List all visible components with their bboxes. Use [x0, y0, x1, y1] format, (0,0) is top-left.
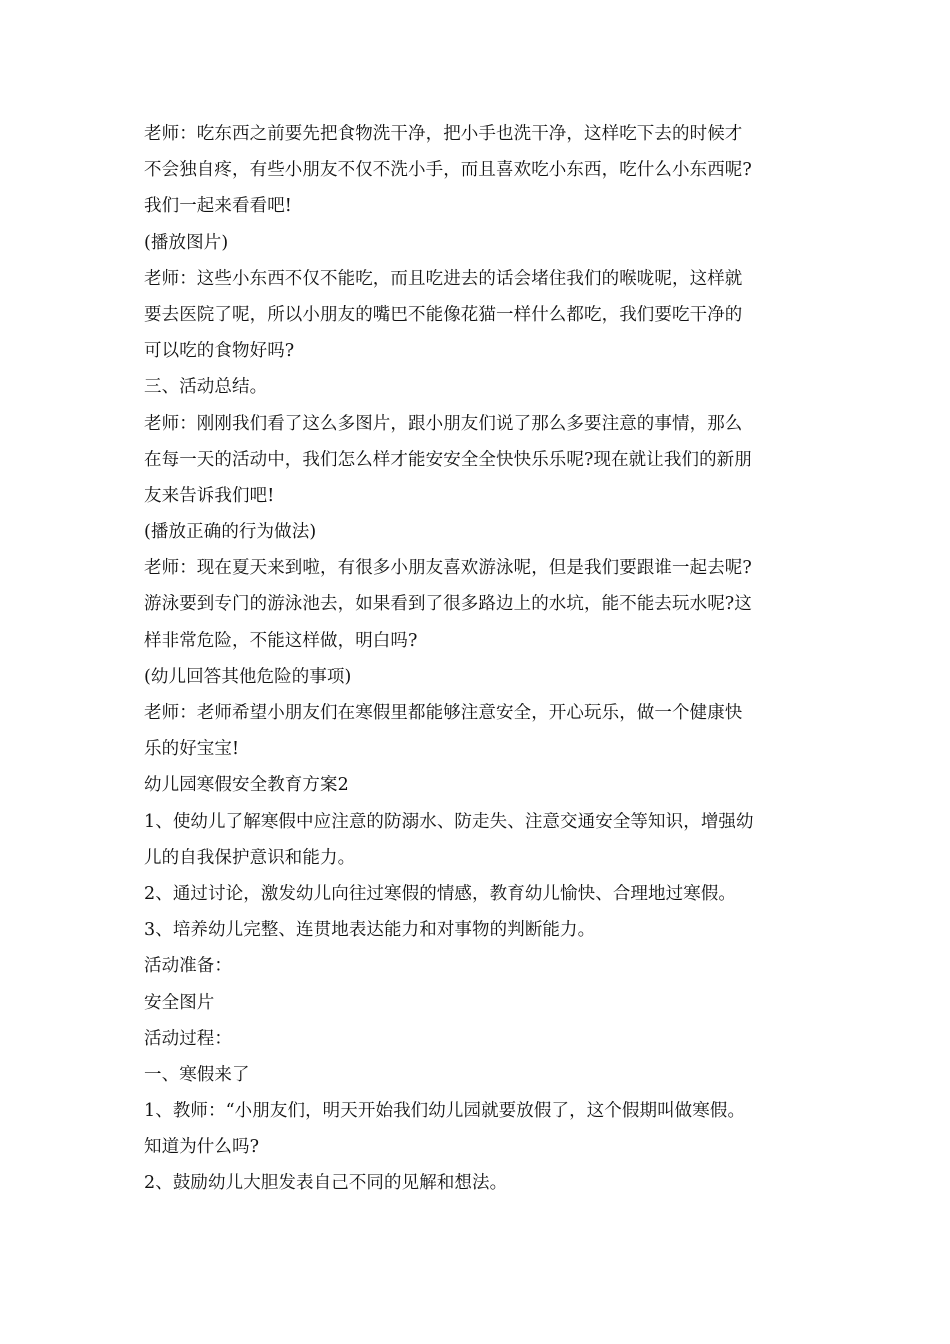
text-line: 老师：老师希望小朋友们在寒假里都能够注意安全，开心玩乐，做一个健康快 — [144, 703, 743, 723]
text-line: 要去医院了呢，所以小朋友的嘴巴不能像花猫一样什么都吃，我们要吃干净的 — [144, 304, 743, 325]
text-line: 知道为什么吗? — [144, 1137, 260, 1158]
text-line: 儿的自我保护意识和能力。 — [144, 847, 356, 868]
text-line: 游泳要到专门的游泳池去，如果看到了很多路边上的水坑，能不能去玩水呢?这 — [144, 594, 752, 615]
section-heading: 三、活动总结。 — [144, 377, 268, 398]
text-line: 老师：这些小东西不仅不能吃，而且吃进去的话会堵住我们的喉咙呢，这样就 — [144, 268, 743, 289]
text-line: 老师：刚刚我们看了这么多图片，跟小朋友们说了那么多要注意的事情，那么 — [144, 413, 743, 434]
text-line: (播放正确的行为做法) — [144, 522, 317, 543]
text-line: 3、培养幼儿完整、连贯地表达能力和对事物的判断能力。 — [144, 920, 596, 941]
section-heading: 活动准备： — [144, 956, 232, 977]
text-line: 老师：吃东西之前要先把食物洗干净，把小手也洗干净，这样吃下去的时候才 — [144, 124, 743, 144]
text-line: 2、鼓励幼儿大胆发表自己不同的见解和想法。 — [144, 1173, 508, 1194]
text-line: 可以吃的食物好吗? — [144, 341, 295, 362]
text-line: 1、教师：“小朋友们，明天开始我们幼儿园就要放假了，这个假期叫做寒假。 — [144, 1101, 746, 1122]
document-body — [144, 116, 812, 1202]
text-line: 不会独自疼，有些小朋友不仅不洗小手，而且喜欢吃小东西，吃什么小东西呢? — [144, 160, 752, 181]
text-line: 友来告诉我们吧! — [144, 485, 275, 506]
text-line: 老师：现在夏天来到啦，有很多小朋友喜欢游泳呢，但是我们要跟谁一起去呢? — [144, 558, 752, 579]
text-line: 1、使幼儿了解寒假中应注意的防溺水、防走失、注意交通安全等知识，增强幼 — [144, 811, 754, 832]
text-line: 乐的好宝宝! — [144, 739, 240, 760]
text-line: 样非常危险，不能这样做，明白吗? — [144, 630, 418, 651]
section-heading: 活动过程： — [144, 1028, 232, 1049]
text-line: 2、通过讨论，激发幼儿向往过寒假的情感，教育幼儿愉快、合理地过寒假。 — [144, 883, 737, 904]
text-line: 安全图片 — [144, 992, 215, 1013]
text-line: (播放图片) — [144, 232, 229, 253]
text-line: 我们一起来看看吧! — [144, 196, 292, 217]
text-line: (幼儿回答其他危险的事项) — [144, 666, 352, 687]
document-title: 幼儿园寒假安全教育方案2 — [144, 775, 349, 796]
section-heading: 一、寒假来了 — [144, 1064, 250, 1085]
text-line: 在每一天的活动中，我们怎么样才能安安全全快快乐乐呢?现在就让我们的新朋 — [144, 449, 752, 470]
